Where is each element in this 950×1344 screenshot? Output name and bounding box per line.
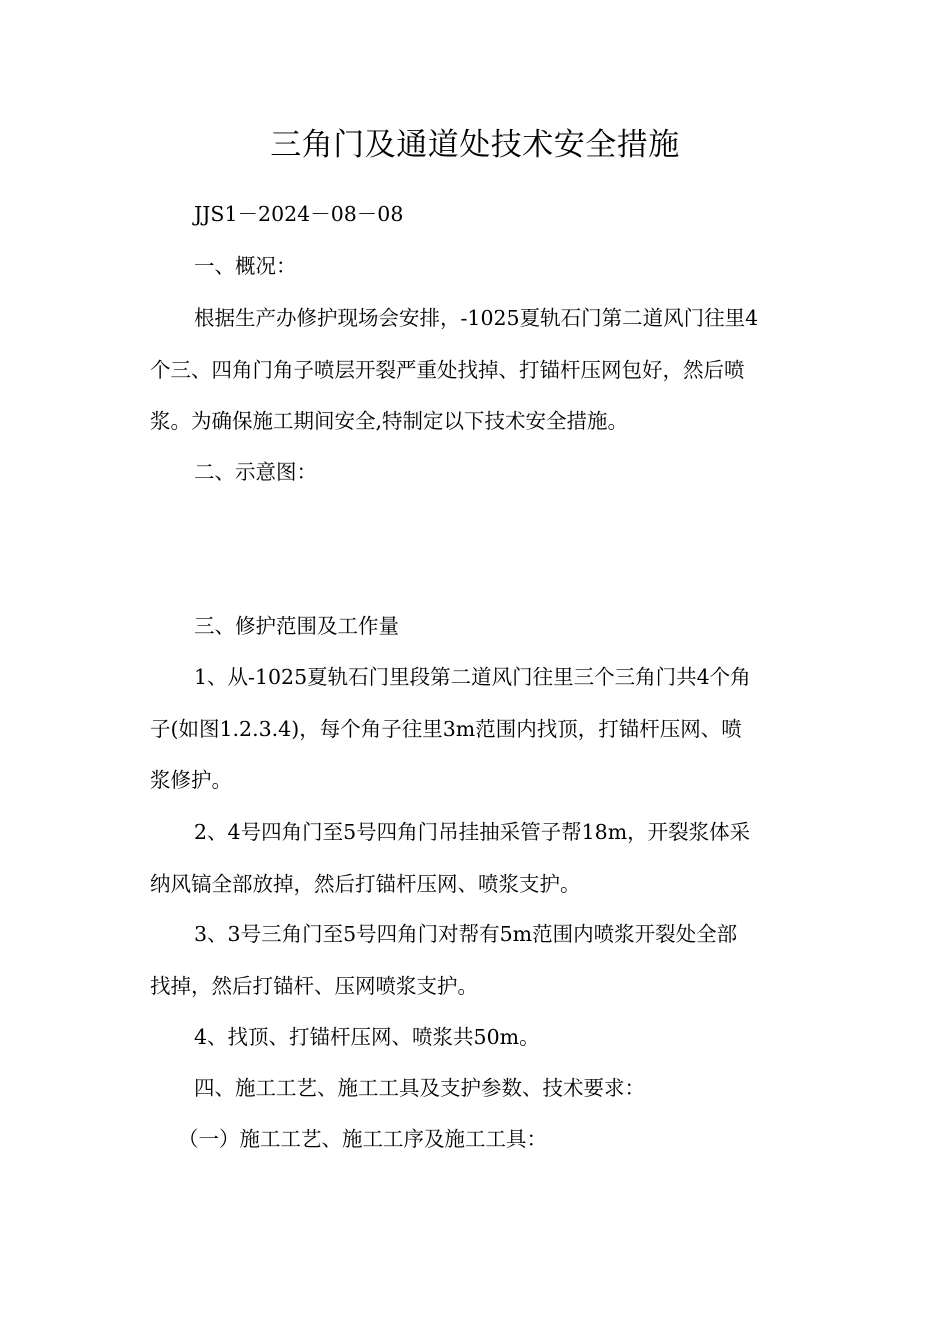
paragraph-line: 3、3号三角门至5号四角门对帮有5m范围内喷浆开裂处全部 — [194, 922, 738, 946]
document-number: JJS1－2024－08－08 — [194, 202, 404, 226]
scope-item-1 — [150, 652, 805, 807]
paragraph-line: 1、从-1025夏轨石门里段第二道风门往里三个三角门共4个角 — [194, 665, 751, 689]
paragraph-line: 纳风镐全部放掉，然后打锚杆压网、喷浆支护。 — [150, 871, 581, 896]
paragraph-line: 浆修护。 — [150, 768, 232, 792]
scope-item-4: 4、找顶、打锚杆压网、喷浆共50m。 — [194, 1025, 540, 1049]
paragraph-line: 根据生产办修护现场会安排，-1025夏轨石门第二道风门往里4 — [194, 306, 759, 330]
scope-item-2 — [150, 807, 805, 910]
overview-paragraph — [150, 293, 805, 448]
paragraph-line: 个三、四角门角子喷层开裂严重处找掉、打锚杆压网包好，然后喷 — [150, 357, 745, 382]
section-heading-scope: 三、修护范围及工作量 — [194, 614, 399, 638]
section-heading-diagram: 二、示意图： — [194, 460, 317, 484]
section-heading-overview: 一、概况： — [194, 254, 297, 278]
paragraph-line: 2、4号四角门至5号四角门吊挂抽采管子帮18m，开裂浆体采 — [194, 820, 751, 844]
section-heading-process: 四、施工工艺、施工工具及支护参数、技术要求： — [194, 1076, 645, 1100]
scope-item-3 — [150, 909, 805, 1012]
paragraph-line: 子(如图1.2.3.4)，每个角子往里3m范围内找顶，打锚杆压网、喷 — [150, 716, 742, 741]
document-title: 三角门及通道处技术安全措施 — [270, 127, 680, 163]
paragraph-line: 浆。为确保施工期间安全,特制定以下技术安全措施。 — [150, 409, 629, 433]
paragraph-line: 找掉，然后打锚杆、压网喷浆支护。 — [150, 973, 478, 998]
subsection-heading-process: （一）施工工艺、施工工序及施工工具： — [178, 1127, 547, 1151]
